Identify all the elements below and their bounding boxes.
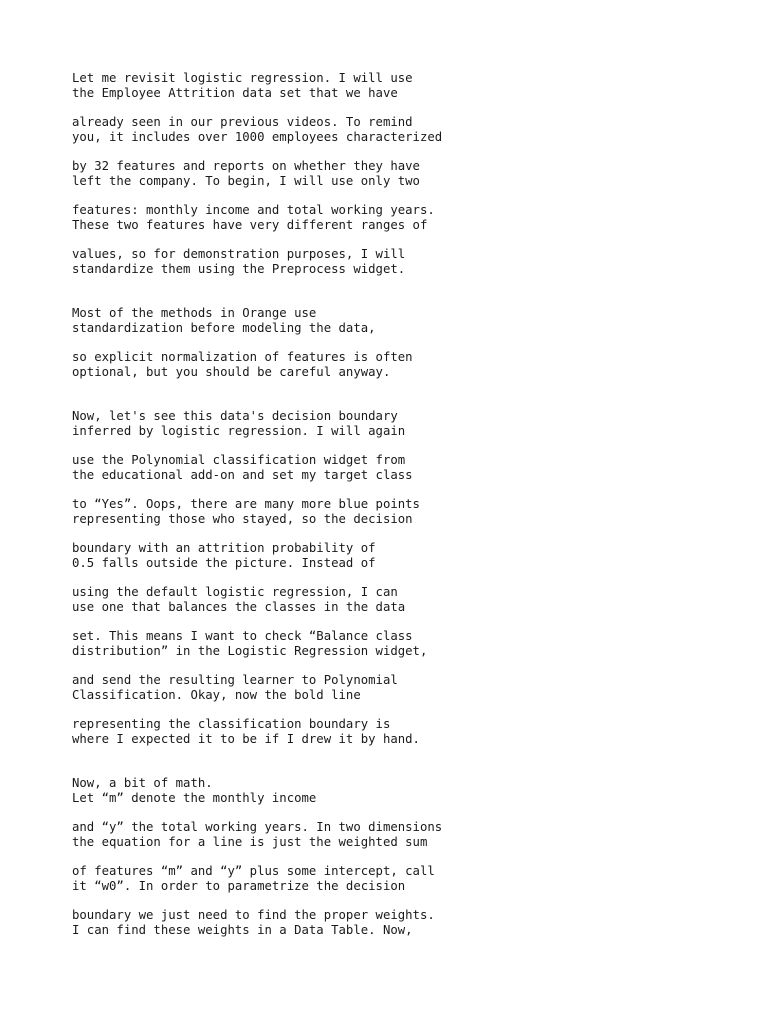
text-line: it “w0”. In order to parametrize the decision xyxy=(72,879,406,893)
text-block xyxy=(72,203,712,233)
text-line: distribution” in the Logistic Regression widget, xyxy=(72,644,428,658)
text-line: boundary with an attrition probability of xyxy=(72,541,376,555)
text-block xyxy=(72,453,712,483)
text-block xyxy=(72,497,712,527)
text-line: left the company. To begin, I will use only two xyxy=(72,174,420,188)
paragraph xyxy=(72,71,712,277)
paragraph xyxy=(72,306,712,380)
text-block xyxy=(72,673,712,703)
text-line: so explicit normalization of features is often xyxy=(72,350,413,364)
text-block xyxy=(72,115,712,145)
text-line: use one that balances the classes in the data xyxy=(72,600,406,614)
text-line: by 32 features and reports on whether they have xyxy=(72,159,420,173)
text-block xyxy=(72,717,712,747)
text-block xyxy=(72,71,712,101)
text-line: Let “m” denote the monthly income xyxy=(72,791,317,805)
text-line: values, so for demonstration purposes, I will xyxy=(72,247,406,261)
text-block xyxy=(72,306,712,336)
text-block xyxy=(72,409,712,439)
text-line: using the default logistic regression, I can xyxy=(72,585,398,599)
text-line: features: monthly income and total working years. xyxy=(72,203,435,217)
text-line: Now, let's see this data's decision boundary xyxy=(72,409,398,423)
text-line: Now, a bit of math. xyxy=(72,776,213,790)
text-line: the educational add-on and set my target class xyxy=(72,468,413,482)
text-block xyxy=(72,629,712,659)
text-line: where I expected it to be if I drew it by hand. xyxy=(72,732,420,746)
text-line: representing the classification boundary is xyxy=(72,717,391,731)
text-line: the equation for a line is just the weighted sum xyxy=(72,835,428,849)
transcript-document xyxy=(72,71,712,938)
text-line: inferred by logistic regression. I will again xyxy=(72,424,406,438)
text-line: standardization before modeling the data, xyxy=(72,321,376,335)
text-line: already seen in our previous videos. To remind xyxy=(72,115,413,129)
text-line: representing those who stayed, so the decision xyxy=(72,512,413,526)
text-line: Let me revisit logistic regression. I will use xyxy=(72,71,413,85)
text-line: of features “m” and “y” plus some intercept, call xyxy=(72,864,435,878)
text-line: set. This means I want to check “Balance class xyxy=(72,629,413,643)
text-line: boundary we just need to find the proper weights. xyxy=(72,908,435,922)
text-block xyxy=(72,541,712,571)
text-line: you, it includes over 1000 employees characterized xyxy=(72,130,443,144)
text-block xyxy=(72,247,712,277)
text-block xyxy=(72,820,712,850)
text-block xyxy=(72,585,712,615)
text-block xyxy=(72,350,712,380)
text-line: the Employee Attrition data set that we have xyxy=(72,86,398,100)
paragraph xyxy=(72,409,712,747)
paragraph xyxy=(72,776,712,938)
text-block xyxy=(72,908,712,938)
text-line: Most of the methods in Orange use xyxy=(72,306,317,320)
text-block xyxy=(72,159,712,189)
text-line: 0.5 falls outside the picture. Instead of xyxy=(72,556,376,570)
text-block xyxy=(72,864,712,894)
text-line: These two features have very different ranges of xyxy=(72,218,428,232)
text-line: Classification. Okay, now the bold line xyxy=(72,688,361,702)
text-line: use the Polynomial classification widget from xyxy=(72,453,406,467)
text-line: standardize them using the Preprocess widget. xyxy=(72,262,406,276)
text-line: and “y” the total working years. In two dimensions xyxy=(72,820,443,834)
text-line: and send the resulting learner to Polynomial xyxy=(72,673,398,687)
text-line: to “Yes”. Oops, there are many more blue points xyxy=(72,497,420,511)
text-line: I can find these weights in a Data Table. Now, xyxy=(72,923,413,937)
text-line: optional, but you should be careful anyway. xyxy=(72,365,391,379)
text-block xyxy=(72,776,712,806)
